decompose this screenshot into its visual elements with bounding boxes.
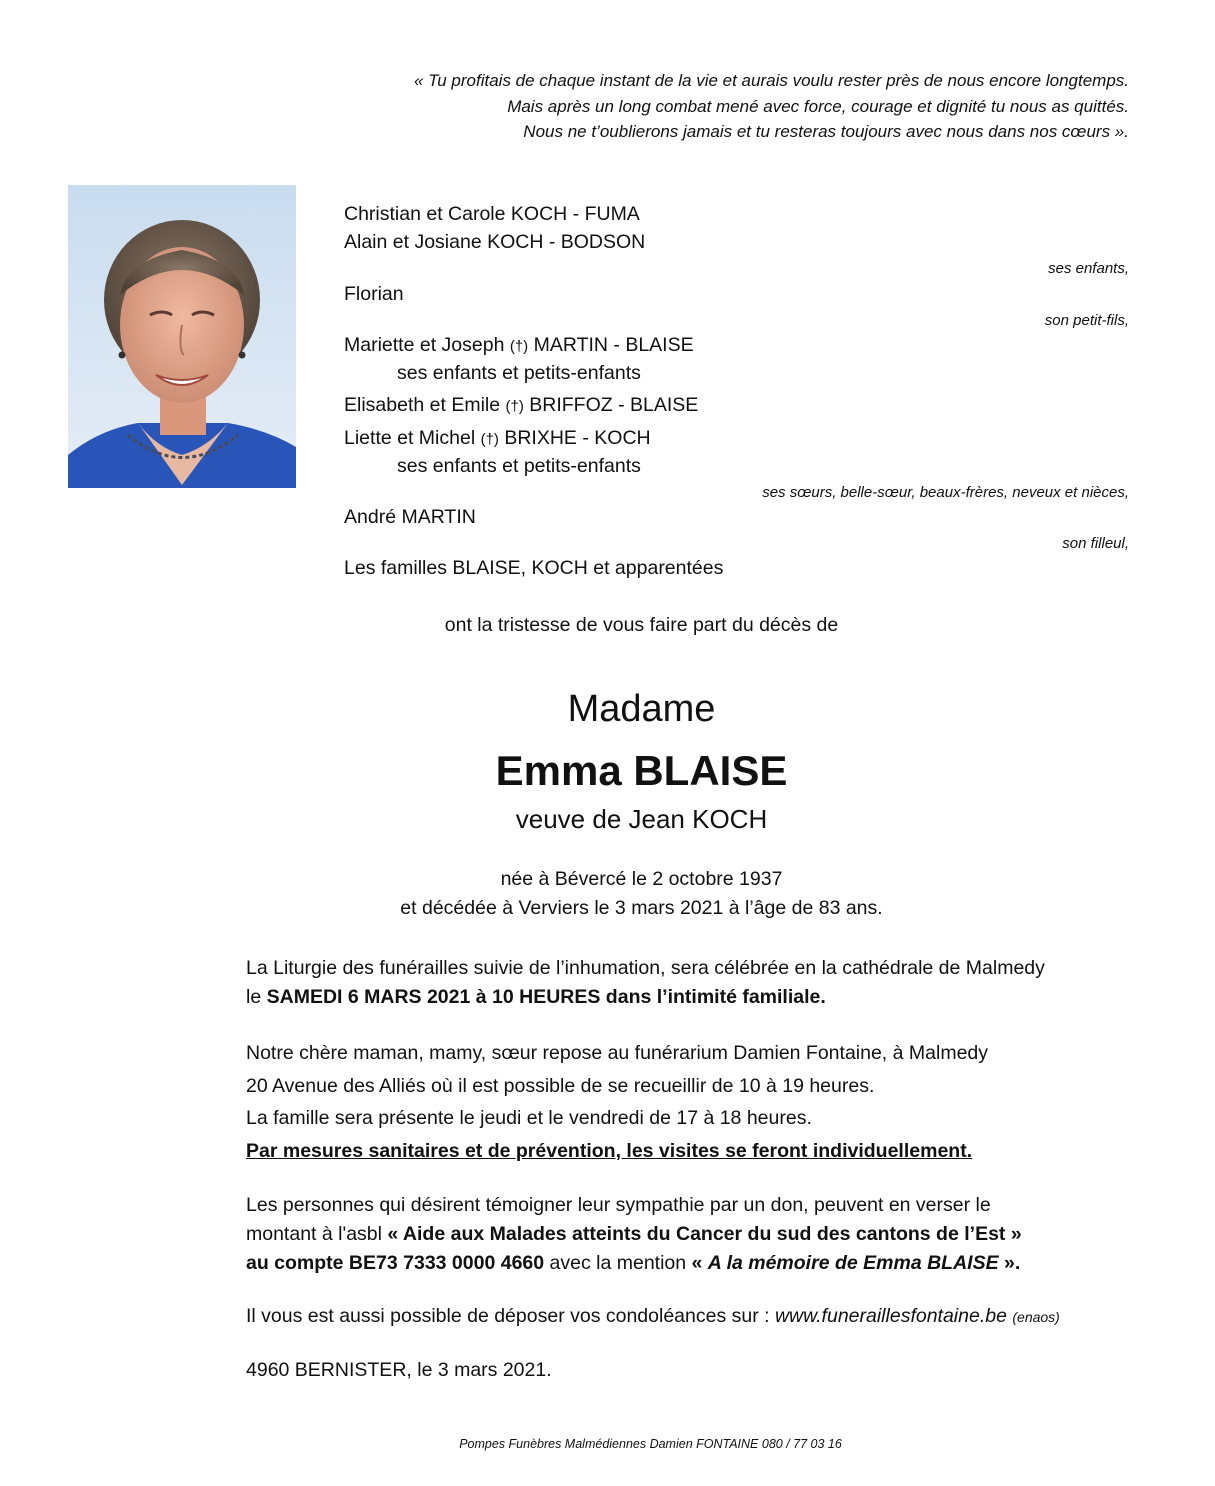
death-line: et décédée à Verviers le 3 mars 2021 à l’âge de 83 ans. [400, 897, 883, 919]
quote-line-3: Nous ne t’oublierons jamais et tu resteras toujours avec nous dans nos cœurs ». [523, 122, 1129, 141]
family-children-1: Christian et Carole KOCH - FUMA [344, 203, 640, 225]
sibling-3-surnames: BRIXHE - KOCH [498, 427, 651, 449]
birth-line: née à Bévercé le 2 octobre 1937 [500, 868, 783, 890]
place-date: 4960 BERNISTER, le 3 mars 2021. [246, 1359, 552, 1381]
liturgy-paragraph [246, 954, 1146, 1012]
dagger-mark: (†) [480, 431, 499, 448]
family-sibling-1-sub: ses enfants et petits-enfants [397, 362, 641, 384]
condolences-line [246, 1302, 1146, 1332]
donation-line-1: Les personnes qui désirent témoigner leur sympathie par un don, peuvent en verser le [246, 1194, 991, 1216]
portrait-photo [68, 185, 296, 488]
donation-mention: A la mémoire de Emma BLAISE [707, 1252, 999, 1274]
family-sibling-3-sub: ses enfants et petits-enfants [397, 455, 641, 477]
sibling-2-first-names: Elisabeth et Emile [344, 394, 506, 416]
donation-line-2 [246, 1220, 1146, 1249]
visit-line-3: La famille sera présente le jeudi et le vendredi de 17 à 18 heures. [246, 1107, 812, 1129]
bank-account: au compte BE73 7333 0000 4660 [246, 1252, 545, 1274]
donation-line-2-prefix: montant à l'asbl [246, 1223, 388, 1245]
ceremony-datetime: SAMEDI 6 MARS 2021 à 10 HEURES dans l’intimité familiale. [266, 986, 826, 1008]
donation-line-3 [246, 1249, 1146, 1278]
epitaph-quote [229, 68, 1129, 145]
family-grandson: Florian [344, 283, 404, 305]
deceased-widow-of: veuve de Jean KOCH [515, 804, 768, 834]
life-dates [0, 865, 1215, 923]
liturgy-line-1: La Liturgie des funérailles suivie de l’inhumation, sera célébrée en la cathédrale de Malmedy [246, 957, 1045, 979]
sibling-2-surnames: BRIFFOZ - BLAISE [523, 394, 699, 416]
quote-close: ». [998, 1252, 1021, 1274]
deceased-title: Madame [567, 688, 716, 730]
family-children-2: Alain et Josiane KOCH - BODSON [344, 231, 646, 253]
sibling-1-first-names: Mariette et Joseph [344, 334, 510, 356]
liturgy-line-2-prefix: le [246, 986, 267, 1008]
visit-notice: Par mesures sanitaires et de prévention, les visites se feront individuellement. [246, 1139, 973, 1162]
quote-open: « [691, 1252, 708, 1274]
visit-line-2: 20 Avenue des Alliés où il est possible de se recueillir de 10 à 19 heures. [246, 1074, 875, 1097]
family-sibling-3 [344, 427, 651, 450]
credit-text: (enaos) [1012, 1309, 1060, 1325]
relation-label-children: ses enfants, [1048, 260, 1129, 277]
relation-label-grandson: son petit-fils, [1044, 312, 1129, 329]
portrait-illustration [68, 185, 296, 488]
donation-mention-text: avec la mention [544, 1252, 692, 1274]
sibling-3-first-names: Liette et Michel [344, 427, 481, 449]
funeral-home-footer: Pompes Funèbres Malmédiennes Damien FONTAINE 080 / 77 03 16 [459, 1437, 842, 1451]
family-extended: Les familles BLAISE, KOCH et apparentées [344, 557, 724, 579]
quote-line-1: « Tu profitais de chaque instant de la vie et aurais voulu rester près de nous encore longtemps. [413, 71, 1129, 90]
condolences-text: Il vous est aussi possible de déposer vos condoléances sur : [246, 1305, 775, 1327]
website-link[interactable]: www.funeraillesfontaine.be [774, 1305, 1007, 1327]
liturgy-line-2 [246, 983, 1146, 1012]
quote-line-2: Mais après un long combat mené avec force, courage et dignité tu nous as quittés. [507, 96, 1129, 116]
announcement-intro: ont la tristesse de vous faire part du décès de [444, 614, 839, 636]
family-sibling-2 [344, 394, 698, 417]
relation-label-siblings: ses sœurs, belle-sœur, beaux-frères, neveux et nièces, [762, 484, 1129, 501]
relation-label-godson: son filleul, [1062, 535, 1129, 552]
charity-name: « Aide aux Malades atteints du Cancer du sud des cantons de l’Est » [387, 1223, 1022, 1245]
sibling-1-surnames: MARTIN - BLAISE [528, 334, 694, 356]
deceased-name: Emma BLAISE [495, 747, 788, 794]
donation-paragraph [246, 1191, 1146, 1278]
dagger-mark: (†) [509, 338, 529, 355]
visit-line-1: Notre chère maman, mamy, sœur repose au funérarium Damien Fontaine, à Malmedy [246, 1042, 989, 1064]
family-sibling-1 [344, 334, 694, 357]
family-godson: André MARTIN [344, 506, 476, 528]
dagger-mark: (†) [505, 398, 524, 415]
visit-paragraph [246, 1037, 1146, 1167]
